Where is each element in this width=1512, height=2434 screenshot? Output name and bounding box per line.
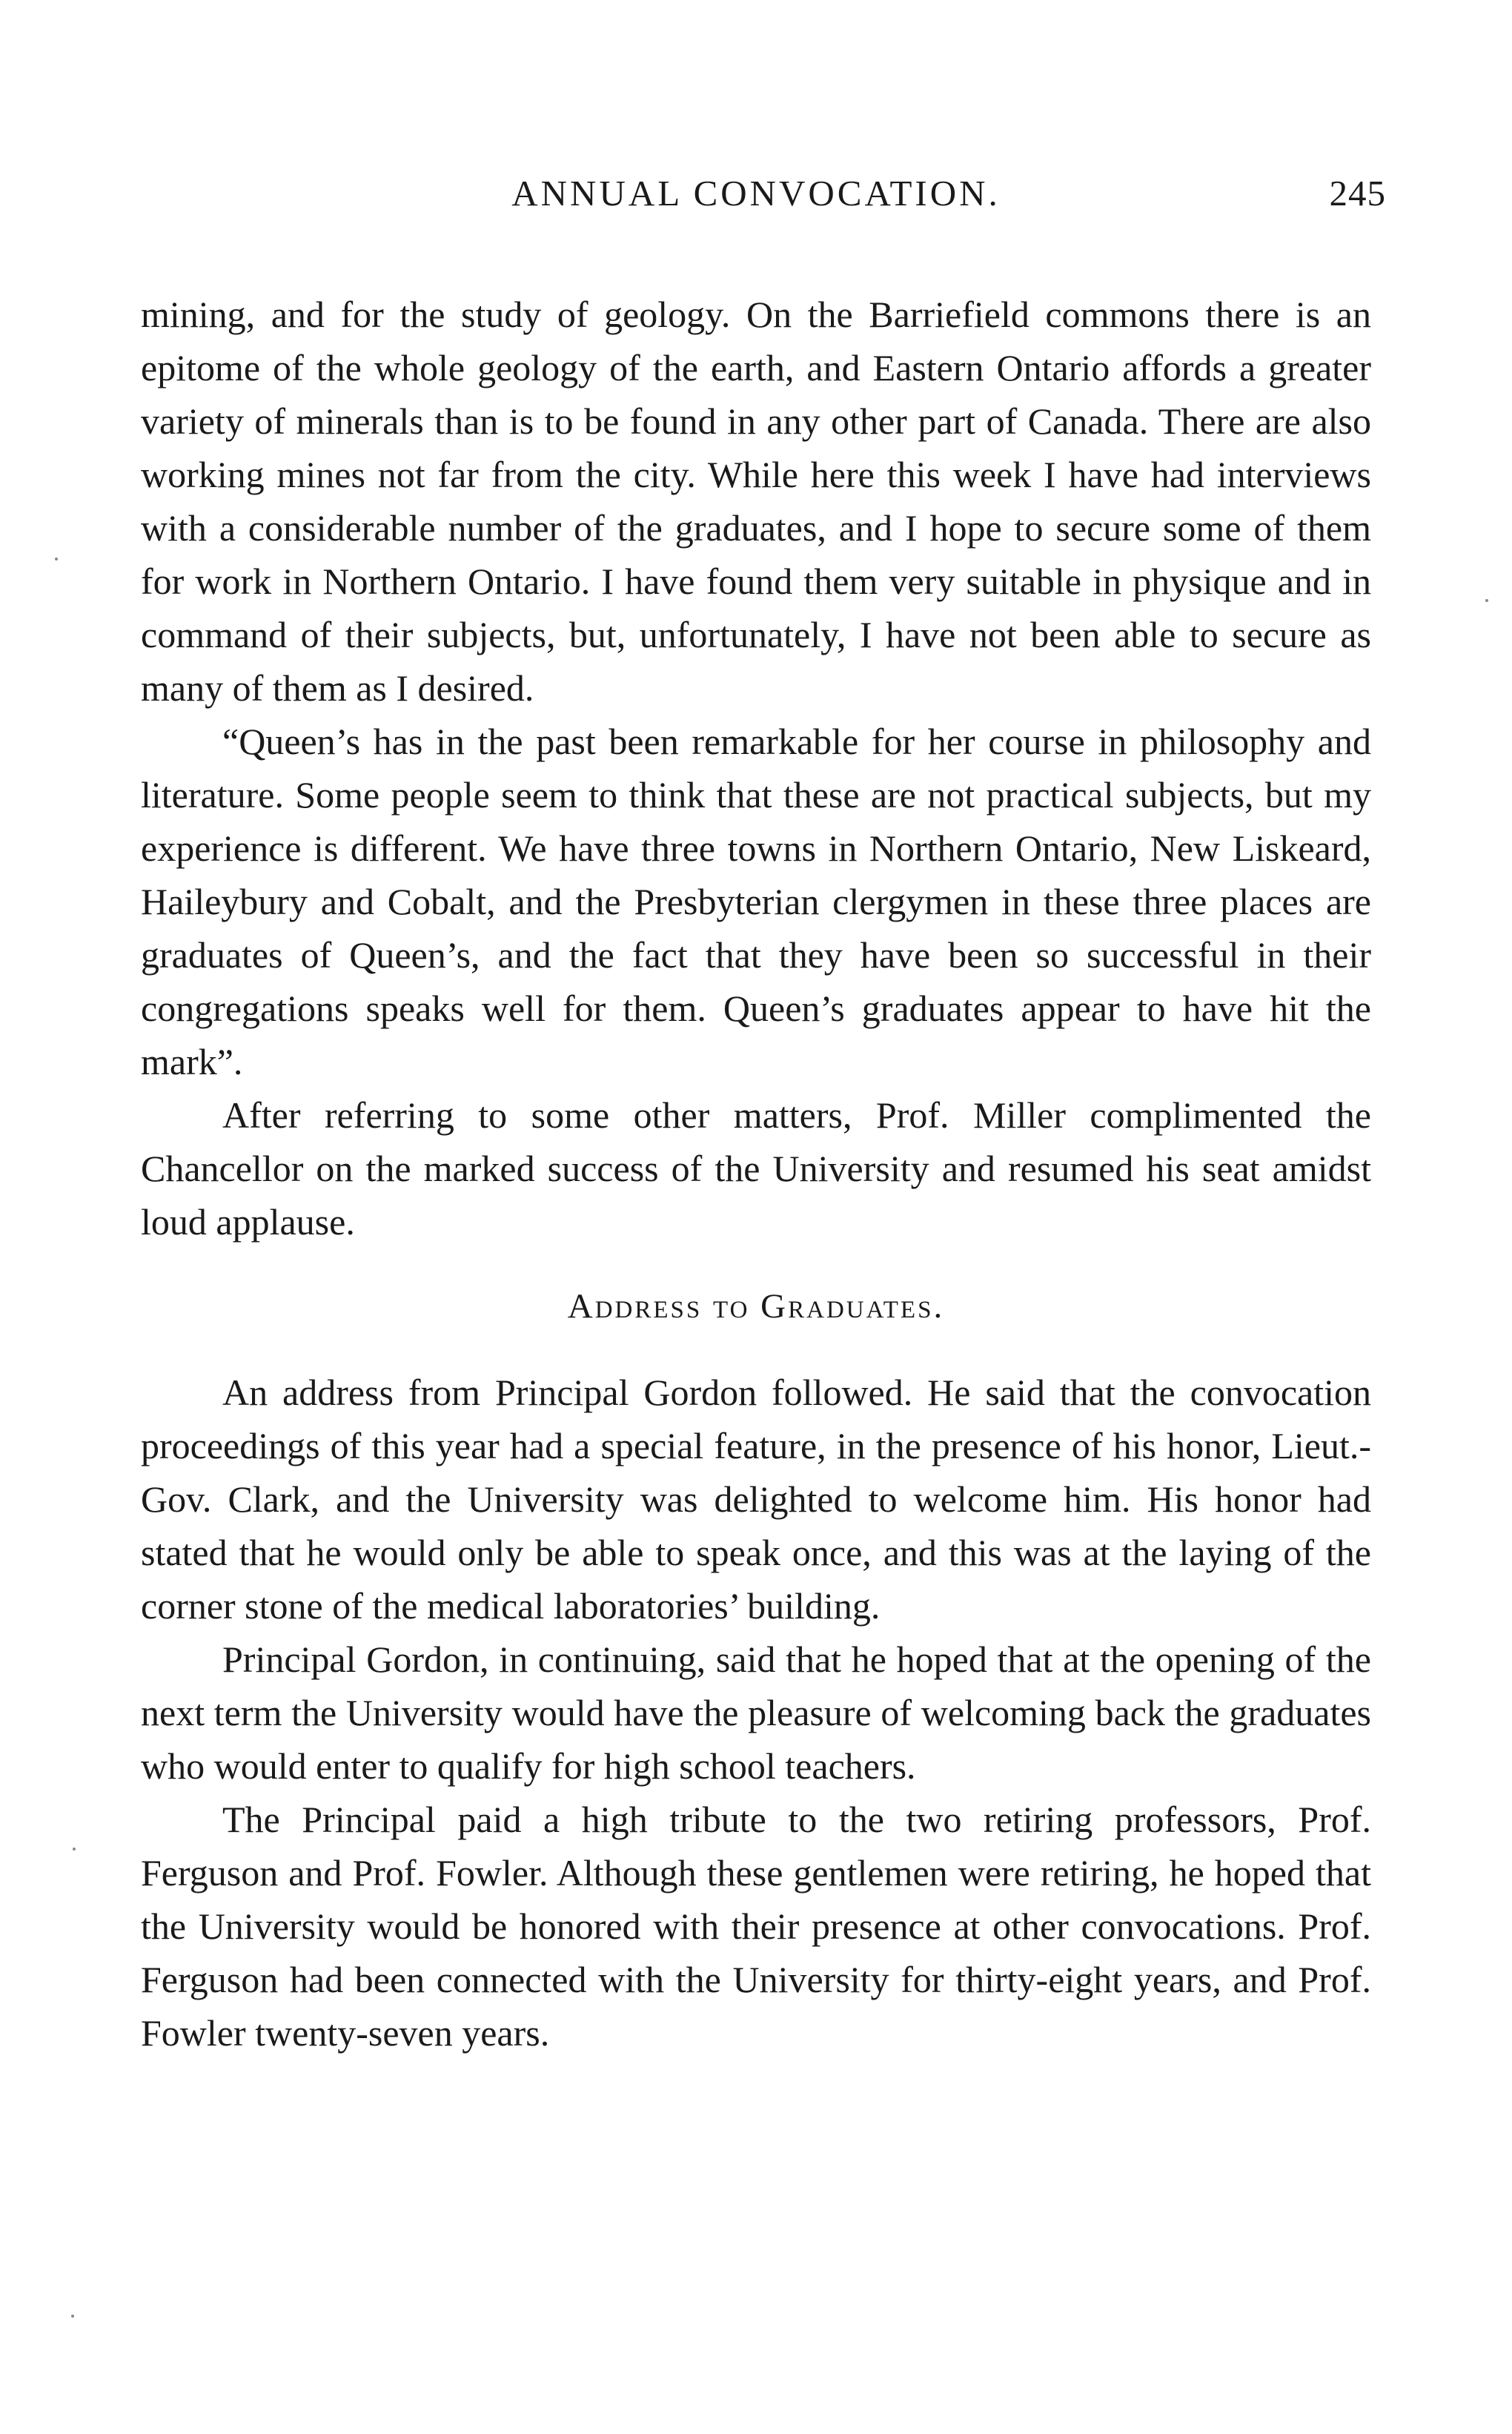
running-title: ANNUAL CONVOCATION. <box>511 173 1001 214</box>
page-number: 245 <box>1329 173 1386 214</box>
paragraph: An address from Principal Gordon followed. He said that the convocation proceedings of this year had a special feature, in the presence of his honor, Lieut.-Gov. Clark, and the University was delighted to welcome him. His honor had stated that he would only be able to speak once, and this was at the laying of the corner stone of the medical laboratories’ building. <box>141 1372 1371 1627</box>
print-speck <box>55 558 58 560</box>
print-speck <box>71 2315 74 2318</box>
section-heading: Address to Graduates. <box>567 1287 945 1326</box>
print-speck <box>1485 599 1488 602</box>
paragraph: “Queen’s has in the past been remarkable for her course in philosophy and literature. Some people seem to think that these are not practical subjects, but my experience is different. We have three towns in Northern Ontario, New Liskeard, Haileybury and Cobalt, and the Presbyterian clergymen in these three places are graduates of Queen’s, and the fact that they have been so successful in their congregations speaks well for them. Queen’s graduates appear to have hit the mark”. <box>141 721 1371 1082</box>
paragraph-continued: mining, and for the study of geology. On the Barriefield commons there is an epitome of the whole geology of the earth, and Eastern Ontario affords a greater variety of minerals than is to be found in any other part of Canada. There are also working mines not far from the city. While here this week I have had interviews with a considerable number of the graduates, and I hope to secure some of them for work in Northern Ontario. I have found them very suitable in physique and in command of their subjects, but, unfortunately, I have not been able to secure as many of them as I desired. <box>141 294 1371 709</box>
print-speck <box>73 1848 76 1851</box>
paragraph: The Principal paid a high tribute to the two retiring professors, Prof. Ferguson and Prof. Fowler. Although these gentlemen were retiring, he hoped that the University would be honored with their presence at other convocations. Prof. Ferguson had been connected with the University for thirty-eight years, and Prof. Fowler twenty-seven years. <box>141 1799 1371 2054</box>
paragraph: Principal Gordon, in continuing, said that he hoped that at the opening of the next term the University would have the pleasure of welcoming back the graduates who would enter to qualify for high school teachers. <box>141 1638 1371 1787</box>
running-head <box>141 172 1386 231</box>
paragraph: After referring to some other matters, Prof. Miller complimented the Chancellor on the marked success of the University and resumed his seat amidst loud applause. <box>141 1094 1371 1243</box>
body-text <box>141 288 1371 2060</box>
